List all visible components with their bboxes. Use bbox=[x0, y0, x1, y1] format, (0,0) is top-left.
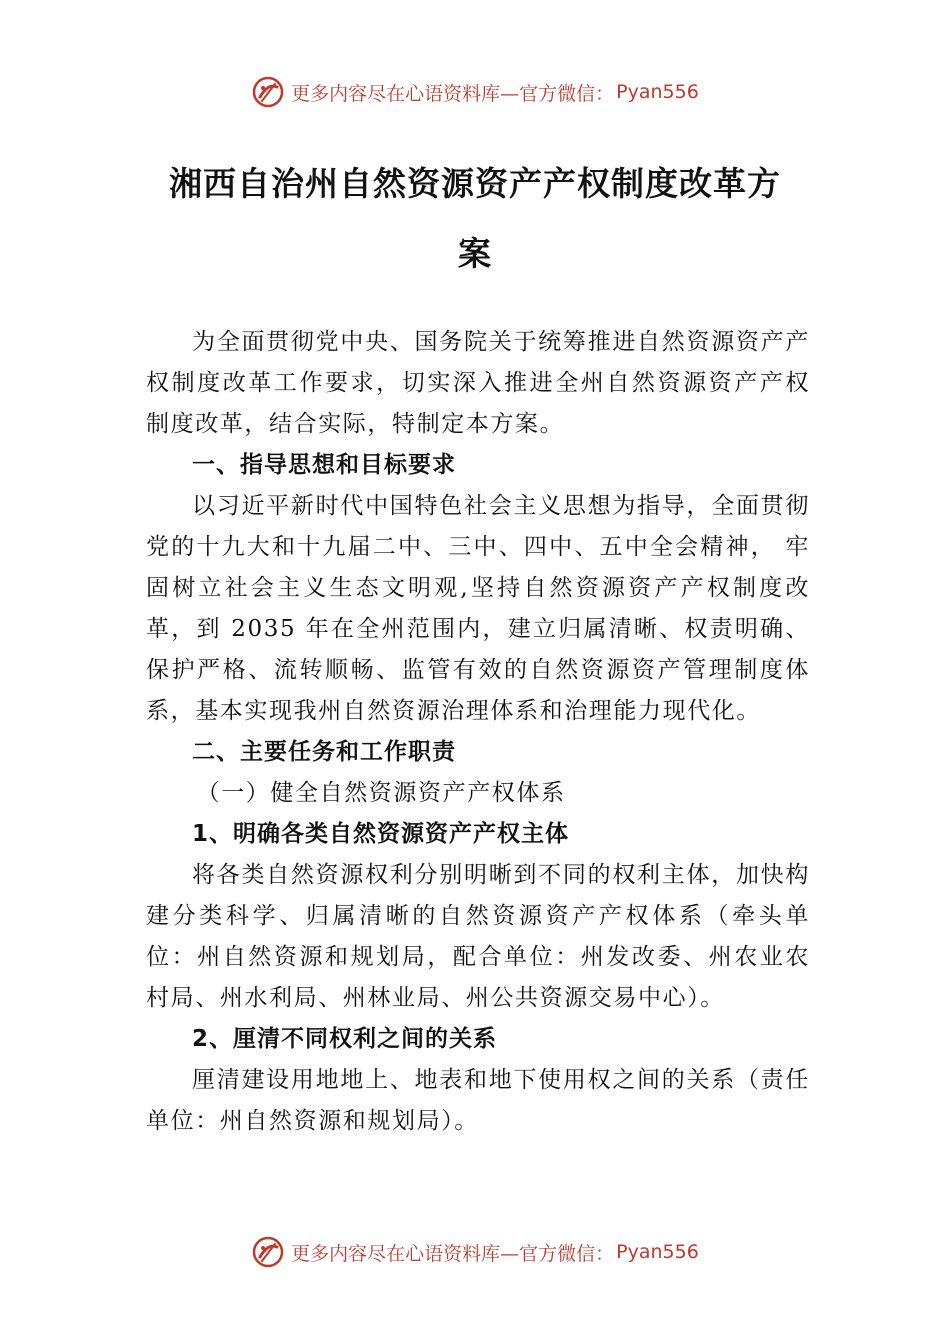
item-paragraph-2: 厘清建设用地地上、地表和地下使用权之间的关系（责任单位：州自然资源和规划局）。 bbox=[146, 1067, 810, 1134]
guiding-paragraph: 以习近平新时代中国特色社会主义思想为指导，全面贯彻党的十九大和十九届二中、三中、四中、五中全会精神， 牢固树立社会主义生态文明观,坚持自然资源资产产权制度改革，到 2035 年在全州范围内，建立归属清晰、权责明确、保护严格、流转顺畅、监管有效的自然资源资产管理制度体系，基本实现我州自然资源治理体系和治理能力现代化。 bbox=[146, 493, 810, 724]
document-body bbox=[146, 322, 810, 1142]
header-watermark-banner bbox=[0, 72, 950, 112]
footer-watermark-banner bbox=[0, 1232, 950, 1272]
intro-paragraph: 为全面贯彻党中央、国务院关于统筹推进自然资源资产产权制度改革工作要求，切实深入推进全州自然资源资产产权制度改革，结合实际，特制定本方案。 bbox=[146, 329, 810, 437]
document-title-line-2: 案 bbox=[458, 234, 492, 273]
section-heading-2: 二、主要任务和工作职责 bbox=[192, 739, 456, 765]
document-title-line-1: 湘西自治州自然资源资产产权制度改革方 bbox=[169, 164, 781, 203]
item-heading-1: 1、明确各类自然资源资产产权主体 bbox=[192, 821, 570, 847]
section-heading-1: 一、指导思想和目标要求 bbox=[192, 452, 456, 478]
banner-wechat-id: Pyan556 bbox=[616, 81, 699, 103]
item-heading-2: 2、厘清不同权利之间的关系 bbox=[192, 1026, 498, 1052]
brand-logo-icon bbox=[251, 1235, 285, 1269]
banner-text: 更多内容尽在心语资料库—官方微信： bbox=[291, 82, 615, 105]
item-paragraph-1: 将各类自然资源权利分别明晰到不同的权利主体，加快构建分类科学、归属清晰的自然资源资产产权体系（牵头单位：州自然资源和规划局，配合单位：州发改委、州农业农村局、州水利局、州林业局、州公共资源交易中心）。 bbox=[146, 862, 810, 1011]
subsection-heading: （一）健全自然资源资产产权体系 bbox=[196, 780, 566, 806]
brand-logo-icon bbox=[251, 75, 285, 109]
banner-wechat-id: Pyan556 bbox=[616, 1241, 699, 1263]
banner-text: 更多内容尽在心语资料库—官方微信： bbox=[291, 1242, 615, 1265]
